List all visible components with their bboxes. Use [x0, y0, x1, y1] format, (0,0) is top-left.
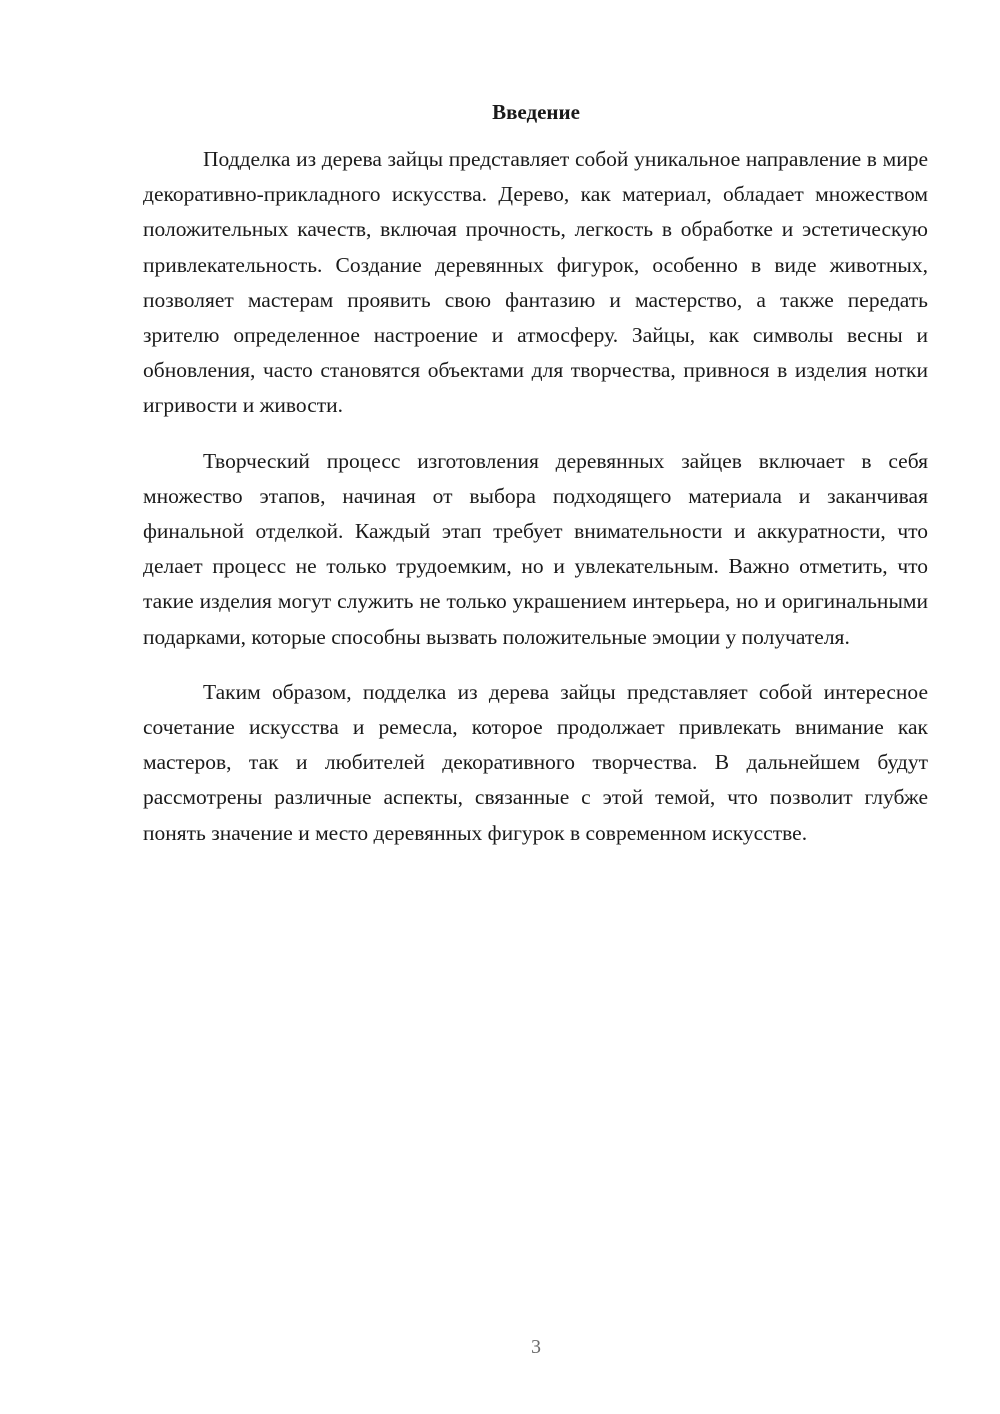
paragraph-2: Творческий процесс изготовления деревянных зайцев включает в себя множество этапов, начиная от выбора подходящего материала и заканчивая финальной отделкой. Каждый этап требует внимательности и аккуратности, что делает процесс не только трудоемким, но и увлекательным. Важно отметить, что такие изделия могут служить не только украшением интерьера, но и оригинальными подарками, которые способны вызвать положительные эмоции у получателя. [143, 448, 928, 649]
section-heading: Введение [492, 100, 580, 124]
paragraph-1: Подделка из дерева зайцы представляет собой уникальное направление в мире декоративно-прикладного искусства. Дерево, как материал, обладает множеством положительных качеств, включая прочность, легкость в обработке и эстетическую привлекательность. Создание деревянных фигурок, особенно в виде животных, позволяет мастерам проявить свою фантазию и мастерство, а также передать зрителю определенное настроение и атмосферу. Зайцы, как символы весны и обновления, часто становятся объектами для творчества, привнося в изделия нотки игривости и живости. [143, 147, 928, 418]
paragraph-3: Таким образом, подделка из дерева зайцы представляет собой интересное сочетание искусства и ремесла, которое продолжает привлекать внимание как мастеров, так и любителей декоративного творчества. В дальнейшем будут рассмотрены различные аспекты, связанные с этой темой, что позволит глубже понять значение и место деревянных фигурок в современном искусстве. [143, 679, 928, 845]
page-number: 3 [531, 1336, 541, 1358]
body-text [143, 142, 928, 871]
